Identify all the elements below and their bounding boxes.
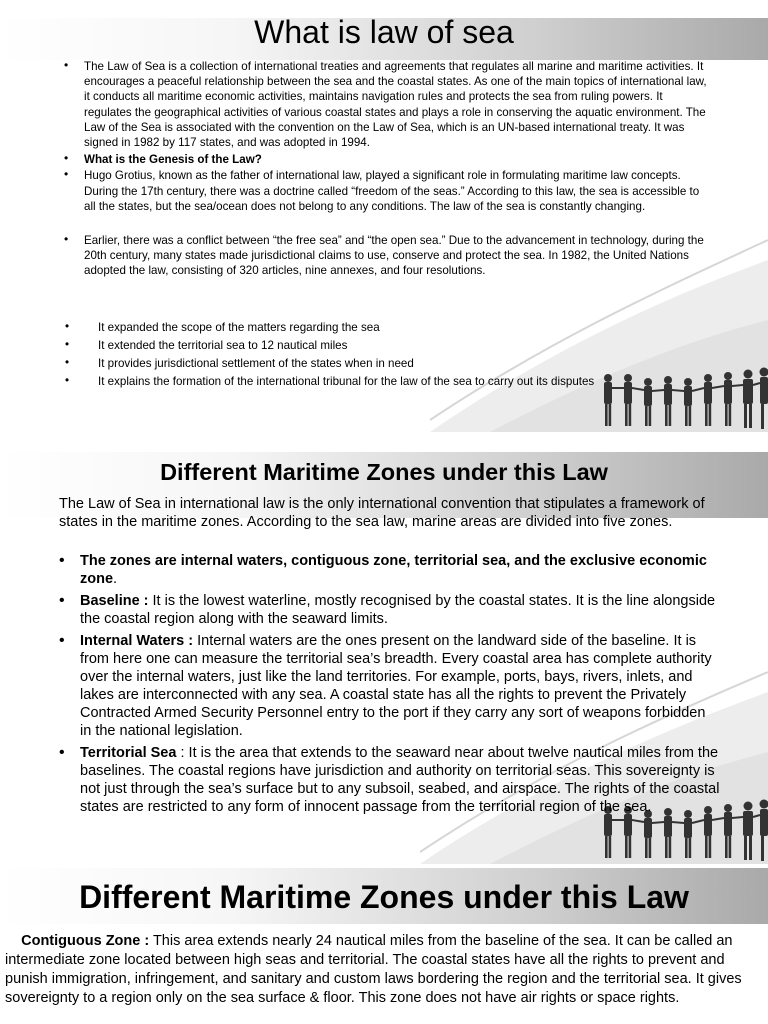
list-item: • It expanded the scope of the matters regarding the sea [98, 319, 698, 337]
slide-what-is-law-of-sea [0, 0, 768, 432]
list-item: • The zones are internal waters, contiguous zone, territorial sea, and the exclusive economic zone. [80, 552, 720, 588]
list-item: • It explains the formation of the international tribunal for the law of the sea to carry out its disputes [98, 373, 698, 391]
law-effects-list [98, 319, 698, 391]
section-title: Different Maritime Zones under this Law [160, 459, 608, 485]
list-item: • Earlier, there was a conflict between “the free sea” and “the open sea.” Due to the advancement in technology, during the 20th century, many states made jurisdictional claims to use, conserve and protect the sea. In 1982, the United Nations adopted the law, consisting of 320 articles, nine annexes, and four resolutions. [84, 233, 712, 279]
list-item: • Territorial Sea : It is the area that extends to the seaward near about twelve nautical miles from the baselines. The coastal regions have jurisdiction and authority on territorial seas. This sovereignty is not just through the sea’s surface but to any subsoil, seabed, and airspace. The rights of the coastal states are restricted to any form of innocent passage from the territorial region of the sea. [80, 744, 720, 816]
intro-paragraph: The Law of Sea in international law is the only international convention that stipulates a framework of states in the maritime zones. According to the sea law, marine areas are divided into five zones. [59, 496, 705, 530]
contiguous-zone-paragraph: Contiguous Zone : This area extends nearly 24 nautical miles from the baseline of the sea. It can be called an intermediate zone located between high seas and territorial. The coastal states have all the rights to prevent and punish immigration, infringement, and sanitary and custom laws bordering the region and the territorial sea. It gives sovereignty to a region only on the sea surface & floor. This zone does not have air rights or space rights. [5, 933, 742, 1006]
list-item: • It provides jurisdictional settlement of the states when in need [98, 355, 698, 373]
slide-maritime-zones-2 [0, 868, 768, 1024]
page-title: What is law of sea [254, 14, 514, 50]
intro-bullet-list [84, 59, 712, 279]
list-item: • The Law of Sea is a collection of international treaties and agreements that regulates all marine and maritime activities. It encourages a peaceful relationship between the sea and the coastal states. As one of the main topics of international law, it conducts all maritime economic activities, maintains navigation rules and protects the sea from ruling powers. It regulates the geographical activities of various coastal states and plays a role in conserving the aquatic environment. The Law of the Sea is associated with the convention on the Law of Sea, which is an UN-based international treaty. It was signed in 1982 by 117 states, and was adopted in 1994. [84, 59, 712, 150]
list-item: • Internal Waters : Internal waters are the ones present on the landward side of the baseline. It is from here one can measure the territorial sea’s breadth. Every coastal area has complete authority over the internal waters, just like the land territories. For example, ports, bays, rivers, inlets, and lakes are interconnected with any sea. A coastal state has all the rights to prevent the Privately Contracted Armed Security Personnel entry to the port if they carry any sort of weapons forbidden in the national legislation. [80, 632, 720, 740]
list-item: • Baseline : It is the lowest waterline, mostly recognised by the coastal states. It is the line alongside the coastal region along with the seaward limits. [80, 592, 720, 628]
list-item: • What is the Genesis of the Law? [84, 152, 712, 167]
list-item: • It extended the territorial sea to 12 nautical miles [98, 337, 698, 355]
zones-bullet-list [80, 552, 720, 820]
section-title: Different Maritime Zones under this Law [79, 879, 689, 915]
slide-maritime-zones-1 [0, 452, 768, 864]
list-item: • Hugo Grotius, known as the father of international law, played a significant role in formulating maritime law concepts. During the 17th century, there was a doctrine called “freedom of the seas.” According to this law, the sea is accessible to all the states, but the sea/ocean does not belong to any conditions. The law of the sea is constantly changing. [84, 168, 712, 214]
